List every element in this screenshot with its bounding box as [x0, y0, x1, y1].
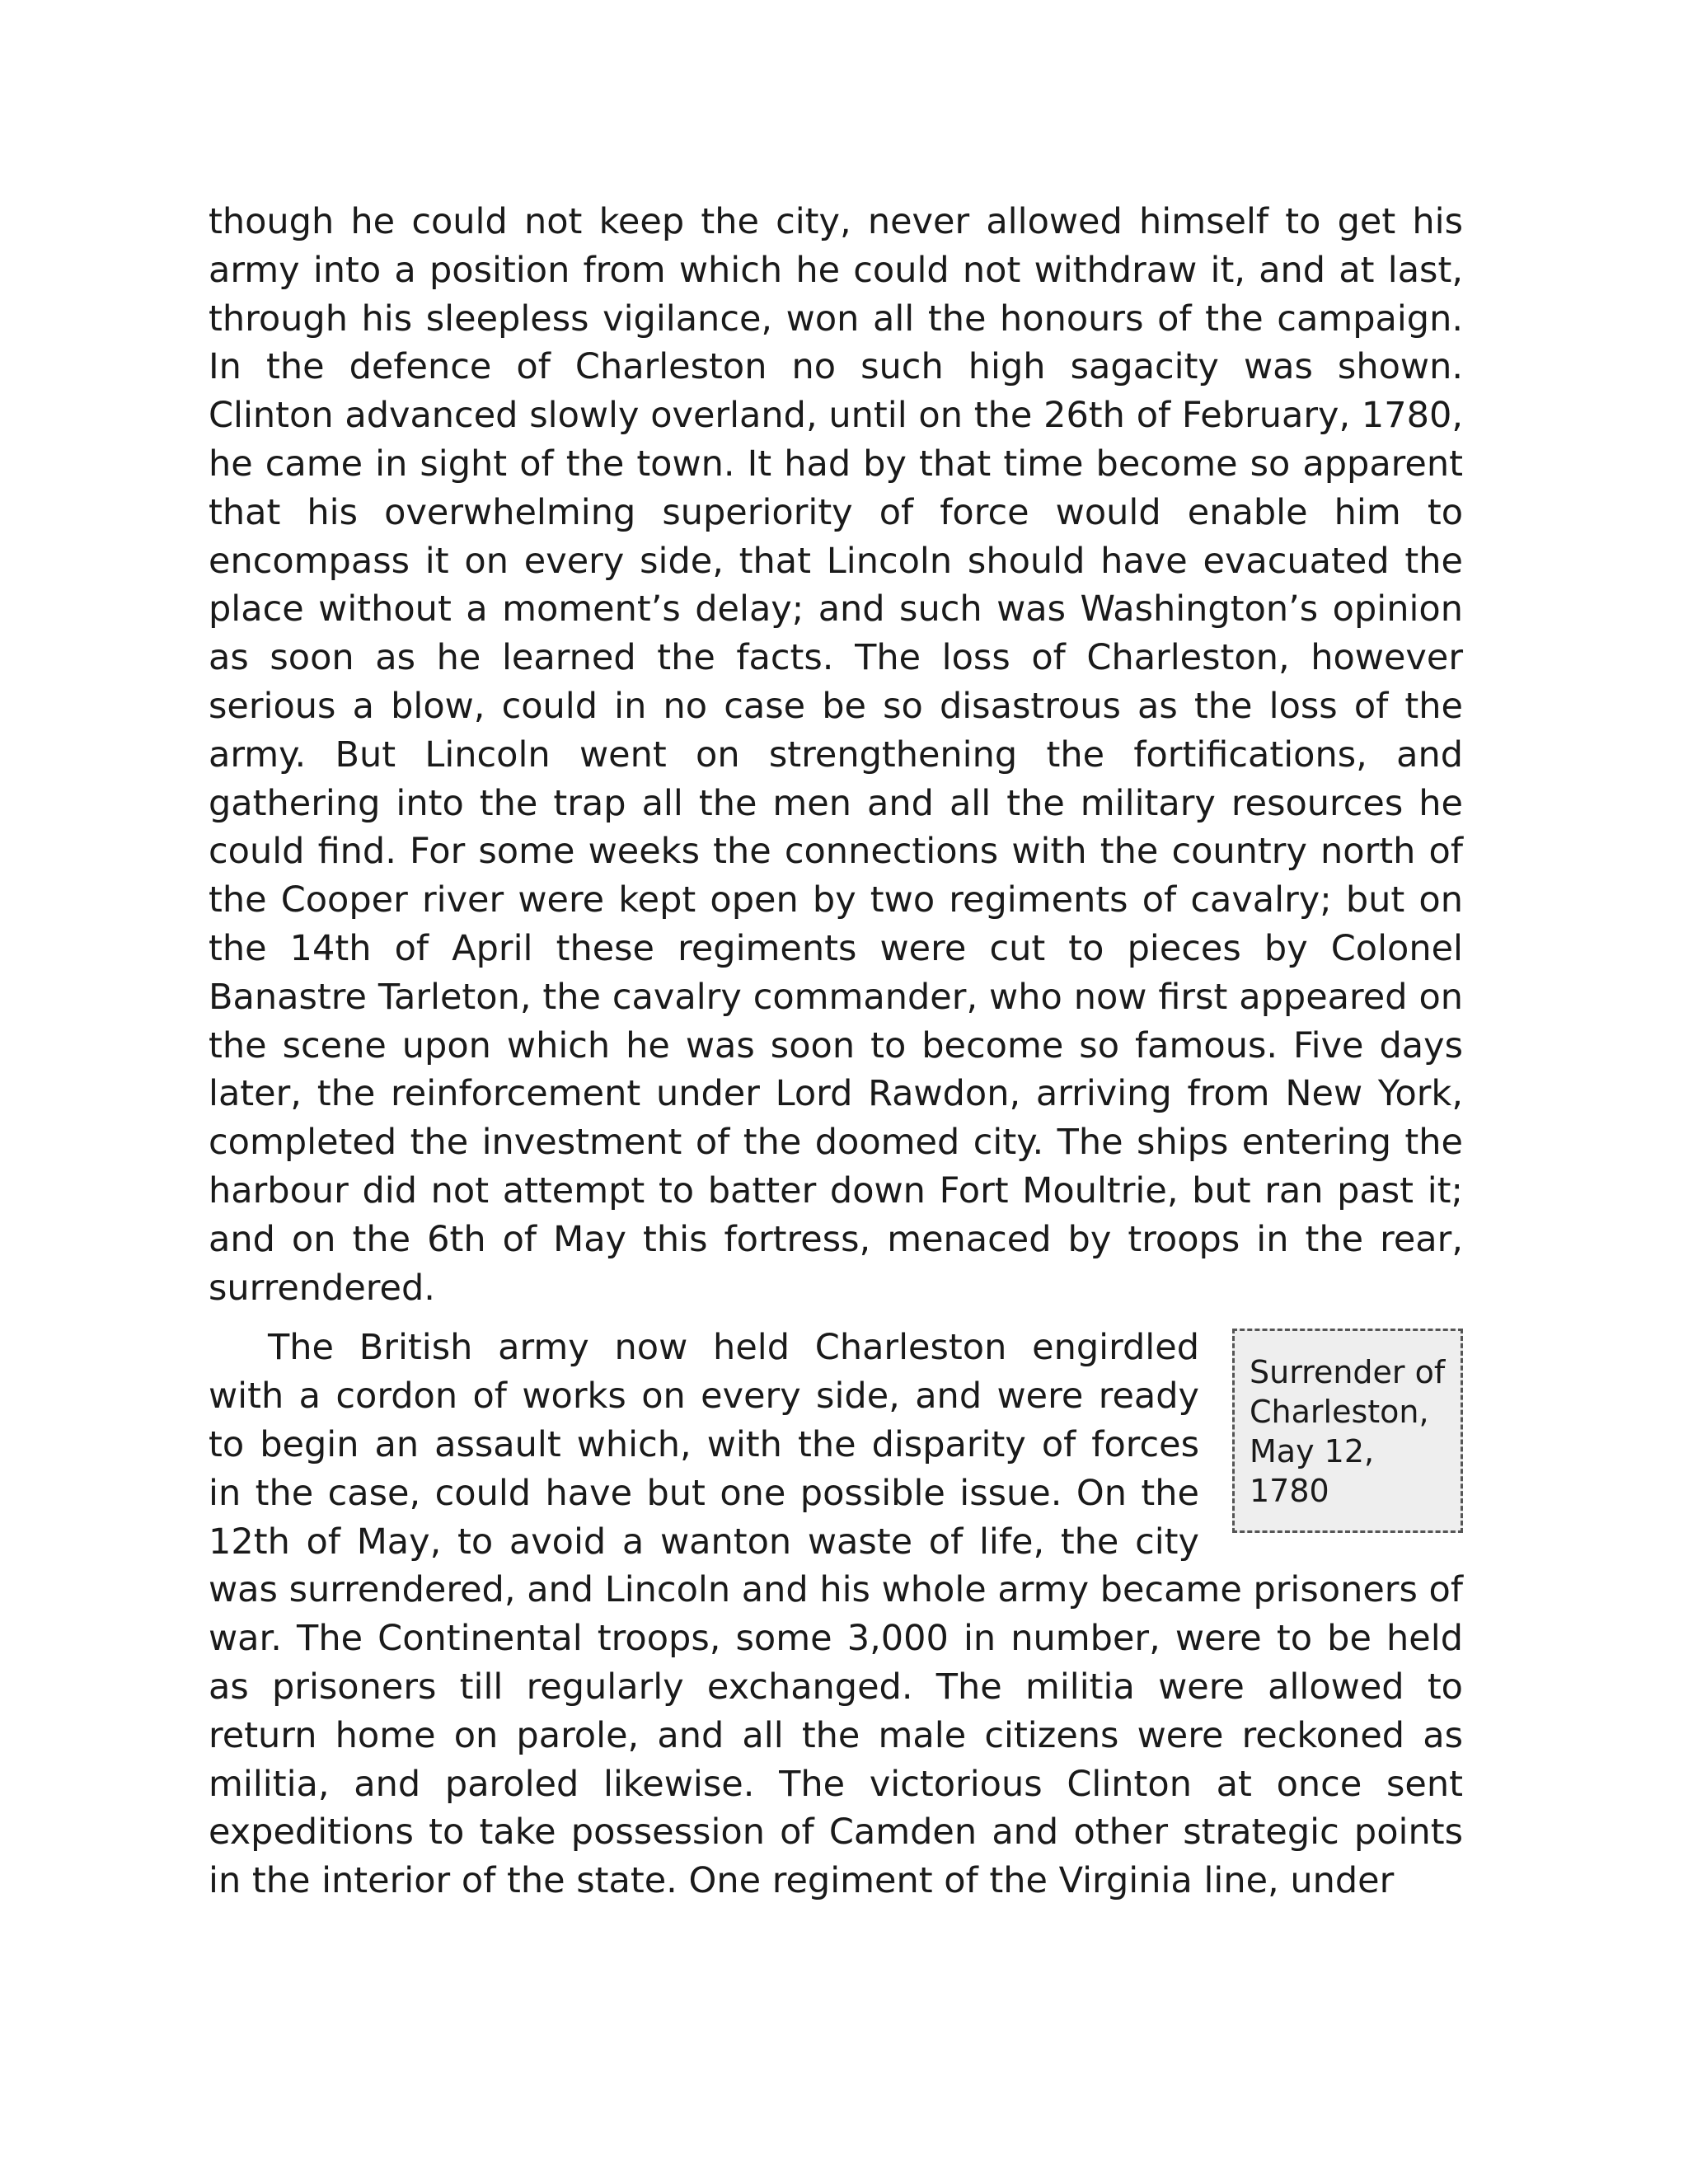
margin-note-line-4: 1780	[1250, 1473, 1329, 1510]
body-paragraph-2	[209, 1324, 1463, 1905]
margin-note-box	[1232, 1329, 1463, 1533]
margin-note-line-1: Surrender of	[1250, 1354, 1446, 1391]
margin-note-line-3: May 12,	[1250, 1433, 1375, 1470]
body-paragraph-2-text: The British army now held Charleston engirdled with a cordon of works on every side, and were ready to begin an assault which, with the disparity of forces in the case, could have but one possible issue. On the 12th of May, to avoid a wanton waste of life, the city was surrendered, and Lincoln and his whole army became prisoners of war. The Continental troops, some 3,000 in number, were to be held as prisoners till regularly exchanged. The militia were allowed to return home on parole, and all the male citizens were reckoned as militia, and paroled likewise. The victorious Clinton at once sent expeditions to take possession of Camden and other strategic points in the interior of the state. One regiment of the Virginia line, under	[209, 1327, 1463, 1902]
margin-note-line-2: Charleston,	[1250, 1394, 1429, 1431]
book-page	[209, 198, 1463, 1905]
body-paragraph-1: though he could not keep the city, never allowed himself to get his army into a position from which he could not withdraw it, and at last, through his sleepless vigilance, won all the honours of the campaign. In the defence of Charleston no such high sagacity was shown. Clinton advanced slowly overland, until on the 26th of February, 1780, he came in sight of the town. It had by that time become so apparent that his overwhelming superiority of force would enable him to encompass it on every side, that Lincoln should have evacuated the place without a moment’s delay; and such was Washington’s opinion as soon as he learned the facts. The loss of Charleston, however serious a blow, could in no case be so disastrous as the loss of the army. But Lincoln went on strengthening the fortifications, and gathering into the trap all the men and all the military resources he could find. For some weeks the connections with the country north of the Cooper river were kept open by two regiments of cavalry; but on the 14th of April these regiments were cut to pieces by Colonel Banastre Tarleton, the cavalry commander, who now first appeared on the scene upon which he was soon to become so famous. Five days later, the reinforcement under Lord Rawdon, arriving from New York, completed the investment of the doomed city. The ships entering the harbour did not attempt to batter down Fort Moultrie, but ran past it; and on the 6th of May this fortress, menaced by troops in the rear, surrendered.	[209, 201, 1463, 1309]
